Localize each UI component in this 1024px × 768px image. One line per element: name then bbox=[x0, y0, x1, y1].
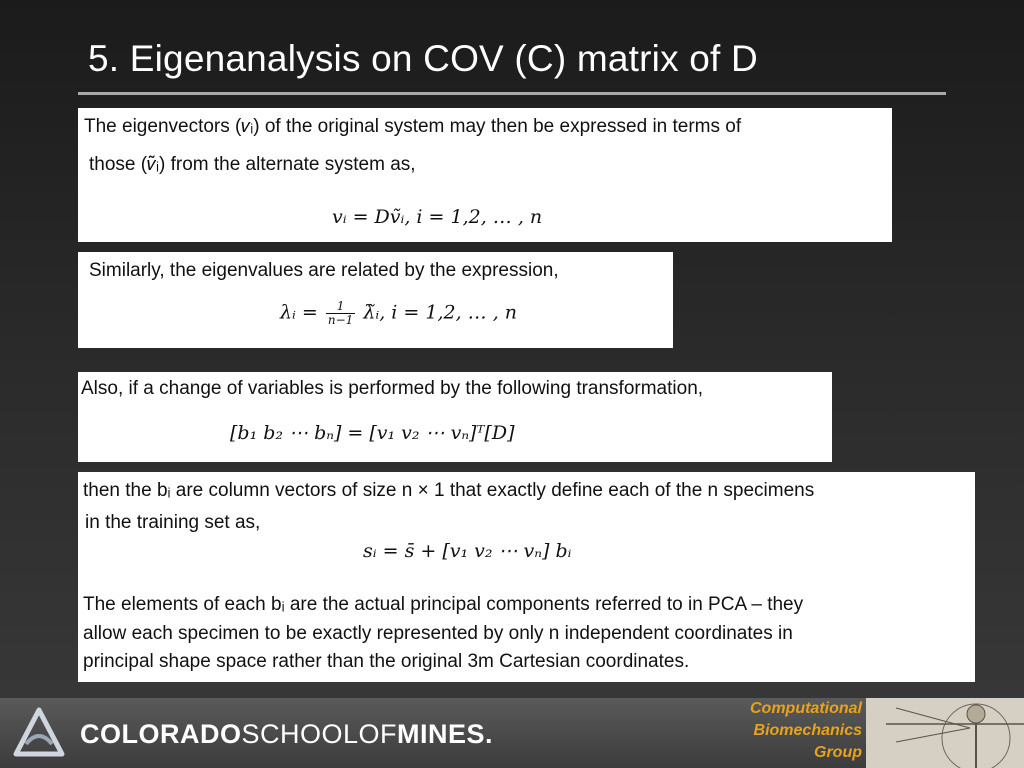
title-underline bbox=[78, 92, 946, 95]
box3-equation: [b₁ b₂ ⋯ bₙ] = [v₁ v₂ ⋯ vₙ]ᵀ[D] bbox=[230, 422, 515, 444]
box4-line3: The elements of each bᵢ are the actual principal components referred to in PCA – they bbox=[83, 594, 804, 615]
fraction-denominator: n−1 bbox=[327, 313, 354, 327]
box2-line1: Similarly, the eigenvalues are related by the expression, bbox=[89, 260, 559, 281]
box4-line4: allow each specimen to be exactly represented by only n independent coordinates in bbox=[83, 623, 793, 644]
box4-line2: in the training set as, bbox=[85, 512, 261, 533]
box1-equation: vᵢ = Dṽᵢ, i = 1,2, … , n bbox=[332, 206, 543, 228]
box1-line2: those (𝑣̃ᵢ) from the alternate system as, bbox=[89, 154, 416, 175]
research-group-label: Computational Biomechanics Group bbox=[750, 700, 862, 761]
box2-equation-rhs: λ̃ᵢ, i = 1,2, … , n bbox=[363, 301, 518, 324]
equation-fraction bbox=[326, 300, 355, 327]
box4-equation: sᵢ = s̄ + [v₁ v₂ ⋯ vₙ] bᵢ bbox=[363, 540, 572, 562]
content-box-transformation bbox=[78, 372, 832, 462]
box2-equation-lhs: λᵢ = bbox=[280, 301, 318, 324]
content-box-column-vectors bbox=[78, 472, 975, 682]
box1-line1: The eigenvectors (𝑣ᵢ) of the original system may then be expressed in terms of bbox=[84, 116, 742, 137]
slide-title: 5. Eigenanalysis on COV (C) matrix of D bbox=[88, 38, 758, 79]
box2-equation bbox=[280, 300, 517, 327]
fraction-numerator: 1 bbox=[326, 300, 355, 314]
content-box-eigenvectors bbox=[78, 108, 892, 242]
school-brand-wordmark: COLORADOSCHOOLOFMINES. bbox=[80, 719, 494, 749]
mines-logo-icon bbox=[12, 706, 66, 760]
footer-bar bbox=[0, 698, 1024, 768]
box4-line1: then the bᵢ are column vectors of size n × 1 that exactly define each of the n specimens bbox=[83, 480, 815, 501]
vitruvian-man-icon bbox=[866, 698, 1024, 768]
box3-line1: Also, if a change of variables is performed by the following transformation, bbox=[81, 378, 704, 399]
content-box-eigenvalues bbox=[78, 252, 673, 348]
box4-line5: principal shape space rather than the original 3m Cartesian coordinates. bbox=[83, 651, 690, 672]
